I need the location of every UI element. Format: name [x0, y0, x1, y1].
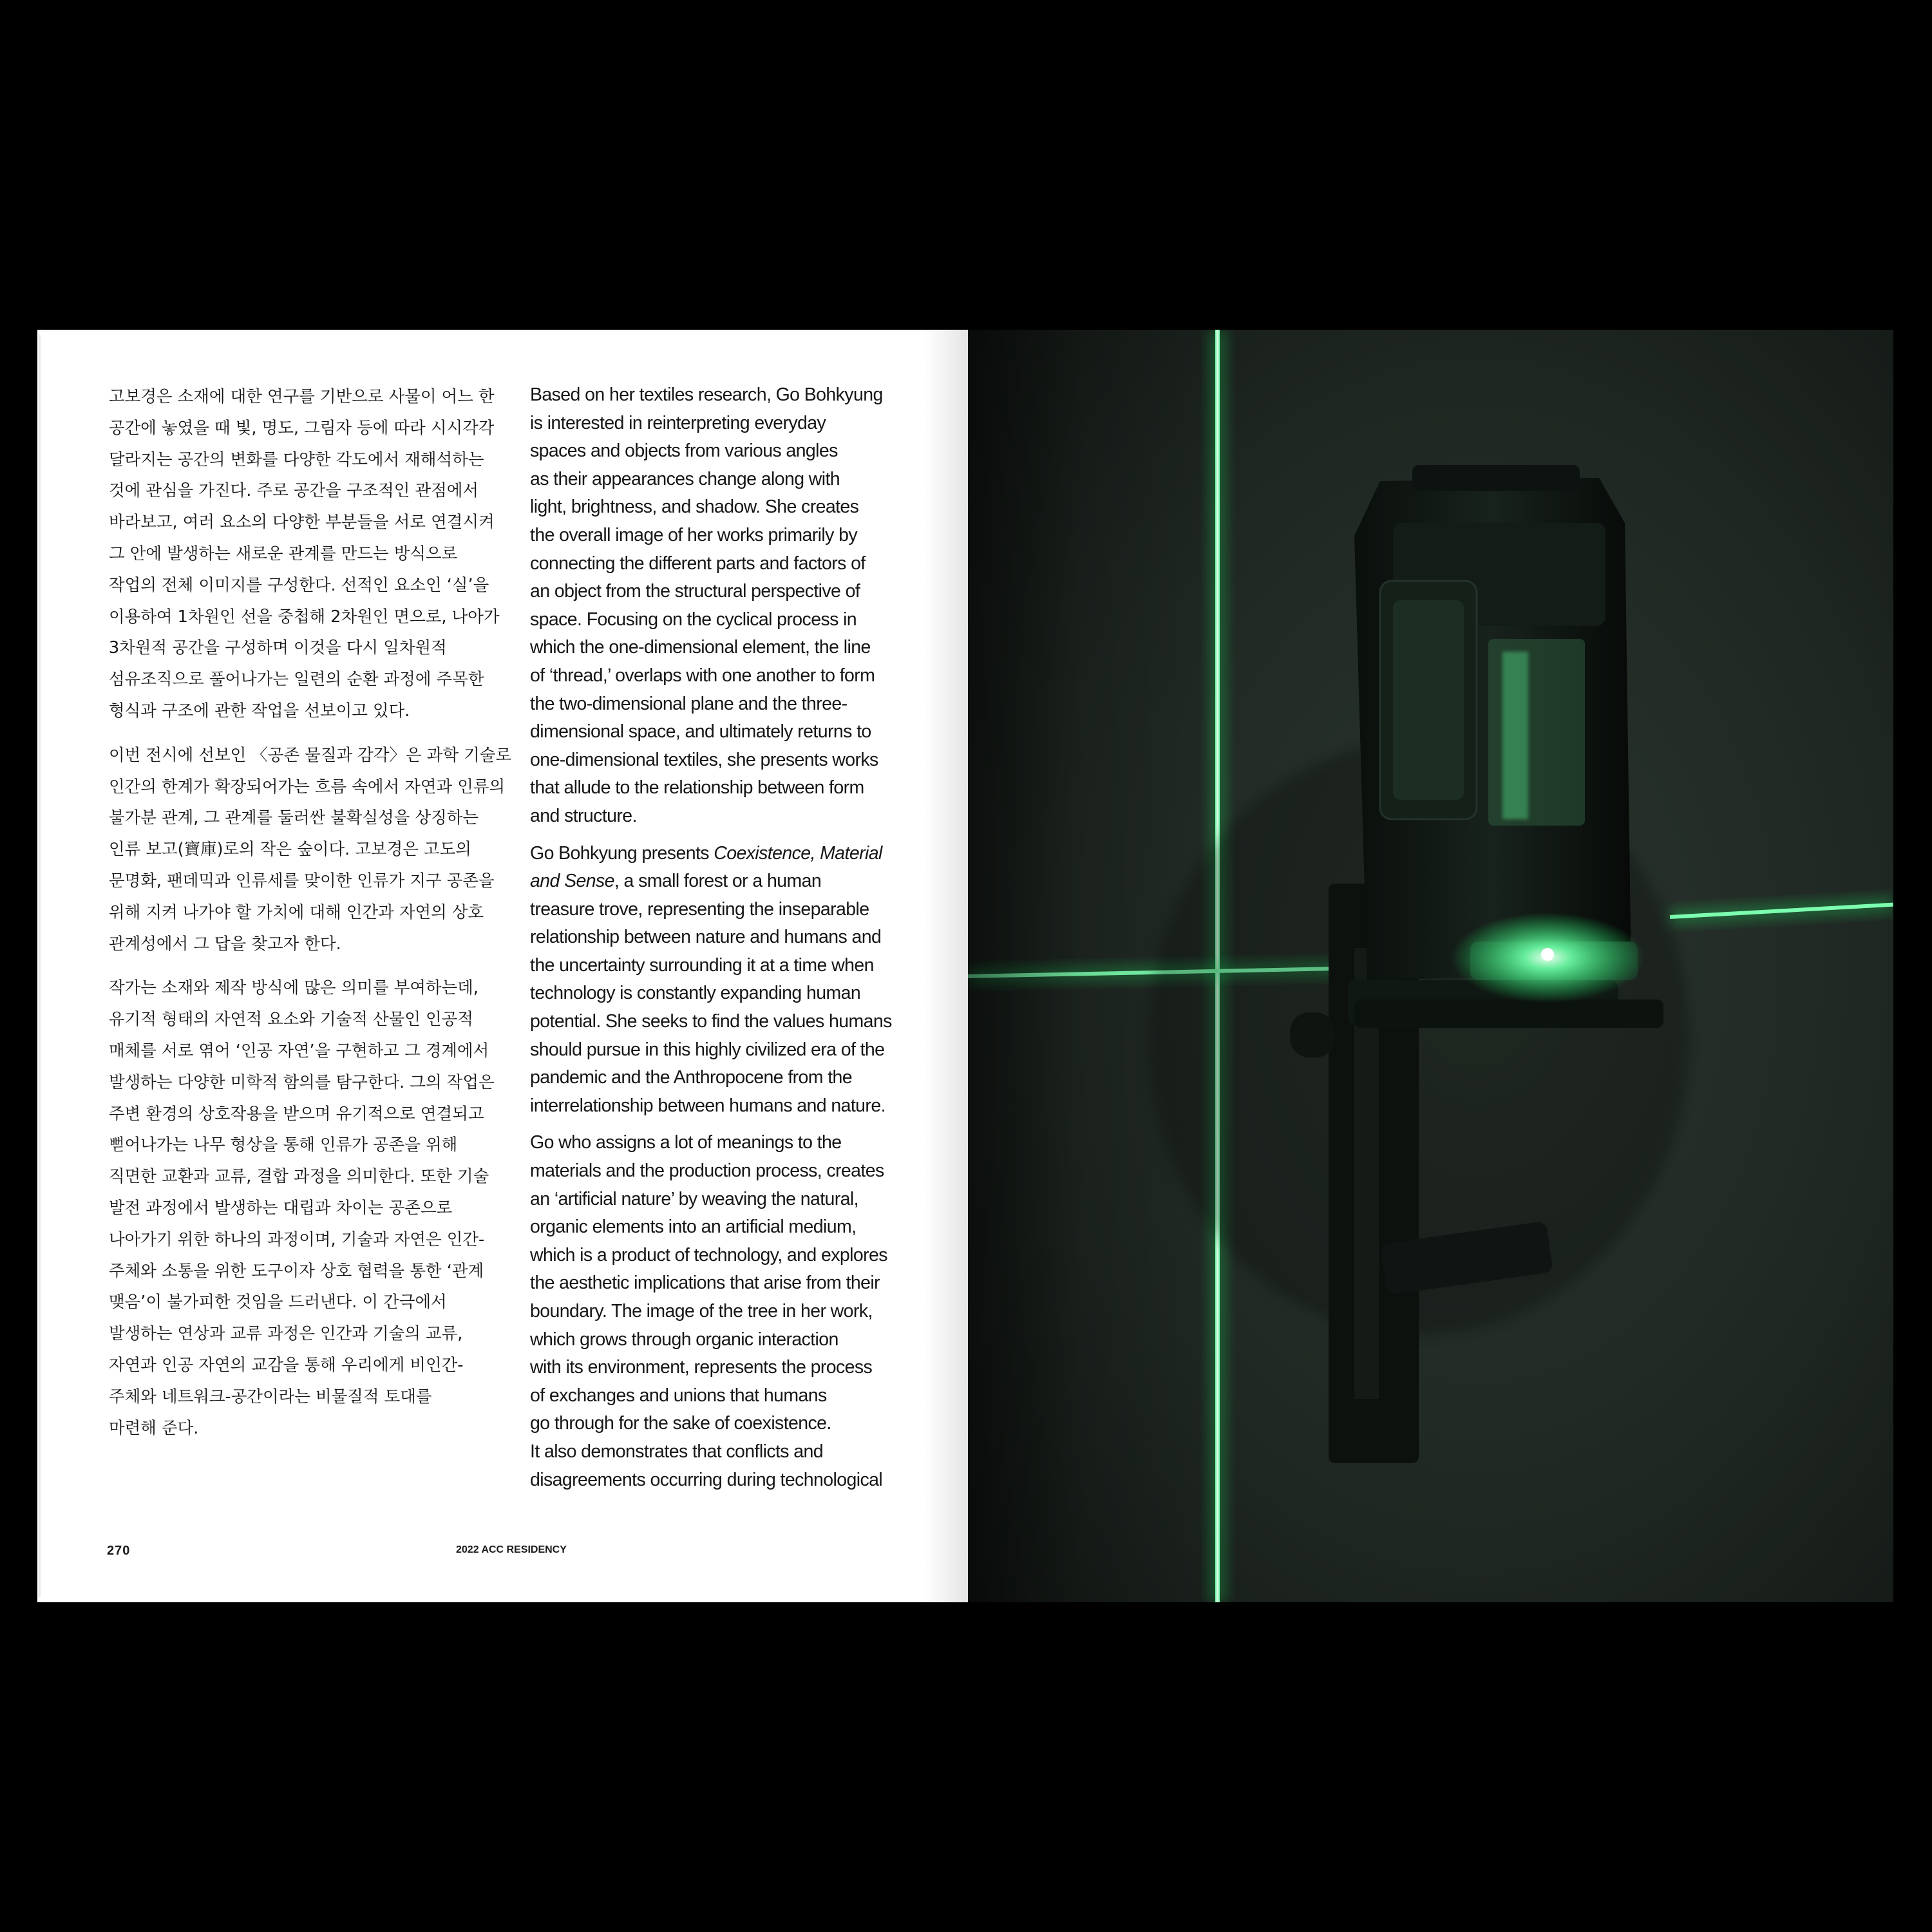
photo-page — [968, 330, 1893, 1602]
gutter-shade — [968, 330, 1893, 1602]
korean-paragraph: 고보경은 소재에 대한 연구를 기반으로 사물이 어느 한 공간에 놓였을 때 빛, 명도, 그림자 등에 따라 시시각각 달라지는 공간의 변화를 다양한 각도에서 재해석하는 것에 관심을 가진다. 주로 공간을 구조적인 관점에서 바라보고, 여러 요소의 다양한 부분들을 서로 연결시켜 그 안에 발생하는 새로운 관계를 만드는 방식으로 작업의 전체 이미지를 구성한다. 선적인 요소인 ‘실’을 이용하여 1차원인 선을 중첩해 2차원인 면으로, 나아가 3차원적 공간을 구성하며 이것을 다시 일차원적 섬유조직으로 풀어나가는 일련의 순환 과정에 주목한 형식과 구조에 관한 작업을 선보이고 있다. — [109, 387, 500, 721]
artwork-title: Coexistence, Material and Sense — [530, 842, 882, 892]
running-title: 2022 ACC RESIDENCY — [456, 1544, 567, 1555]
korean-paragraph: 작가는 소재와 제작 방식에 많은 의미를 부여하는데, 유기적 형태의 자연적 요소와 기술적 산물인 인공적 매체를 서로 엮어 ‘인공 자연’을 구현하고 그 경계에서 발생하는 다양한 미학적 함의를 탐구한다. 그의 작업은 주변 환경의 상호작용을 받으며 유기적으로 연결되고 뻗어나가는 나무 형상을 통해 인류가 공존을 위해 직면한 교환과 교류, 결합 과정을 의미한다. 또한 기술 발전 과정에서 발생하는 대립과 차이는 공존으로 나아가기 위한 하나의 과정이며, 기술과 자연은 인간- 주체와 소통을 위한 도구이자 상호 협력을 통한 ‘관계 맺음’이 불가피한 것임을 드러낸다. 이 간극에서 발생하는 연상과 교류 과정은 인간과 기술의 교류, 자연과 인공 자연의 교감을 통해 우리에게 비인간- 주체와 네트워크-공간이라는 비물질적 토대를 마련해 준다. — [109, 978, 495, 1438]
english-paragraph-rest: , a small forest or a human treasure trove, representing the inseparable relationship between nature and humans and the uncertainty surrounding it at a time when technology is constantly expanding human potential. She seeks to find the values humans should pursue in this highly civilized era of the pandemic and the Anthropocene from the interrelationship between humans and nature. — [530, 871, 892, 1116]
book-spread — [37, 330, 1893, 1602]
english-paragraph: Go who assigns a lot of meanings to the materials and the production process, creates an ‘artificial nature’ by weaving the natural, organic elements into an artificial medium, which is a product of technology, and explores the aesthetic implications that arise from their boundary. The image of the tree in her work, which grows through organic interaction with its environment, represents the process of exchanges and unions that humans go through for the sake of coexistence. It also demonstrates that conflicts and disagreements occurring during technological — [530, 1132, 887, 1490]
page-edge — [39, 335, 41, 1597]
korean-text-column — [109, 381, 534, 1457]
left-page — [37, 330, 968, 1602]
korean-paragraph: 이번 전시에 선보인 〈공존 물질과 감각〉은 과학 기술로 인간의 한계가 확장되어가는 흐름 속에서 자연과 인류의 불가분 관계, 그 관계를 둘러싼 불확실성을 상징하는 인류 보고(寶庫)로의 작은 숲이다. 고보경은 고도의 문명화, 팬데믹과 인류세를 맞이한 인류가 지구 공존을 위해 지켜 나가야 할 가치에 대해 인간과 자연의 상호 관계성에서 그 답을 찾고자 한다. — [109, 745, 512, 954]
english-paragraph-lead: Go Bohkyung presents — [530, 842, 714, 864]
english-paragraph — [530, 840, 949, 1121]
laser-level-photo — [968, 330, 1893, 1602]
page-number: 270 — [107, 1544, 131, 1558]
english-paragraph: Based on her textiles research, Go Bohkyung is interested in reinterpreting everyday spaces and objects from various angles as their appearances change along with light, brightness, and shadow. She creates the overall image of her works primarily by connecting the different parts and factors of an object from the structural perspective of space. Focusing on the cyclical process in which the one-dimensional element, the line of ‘thread,’ overlaps with one another to form the two-dimensional plane and the three- dimensional space, and ultimately returns to one-dimensional textiles, she presents works that allude to the relationship between form and structure. — [530, 384, 883, 826]
english-text-column — [530, 381, 949, 1503]
